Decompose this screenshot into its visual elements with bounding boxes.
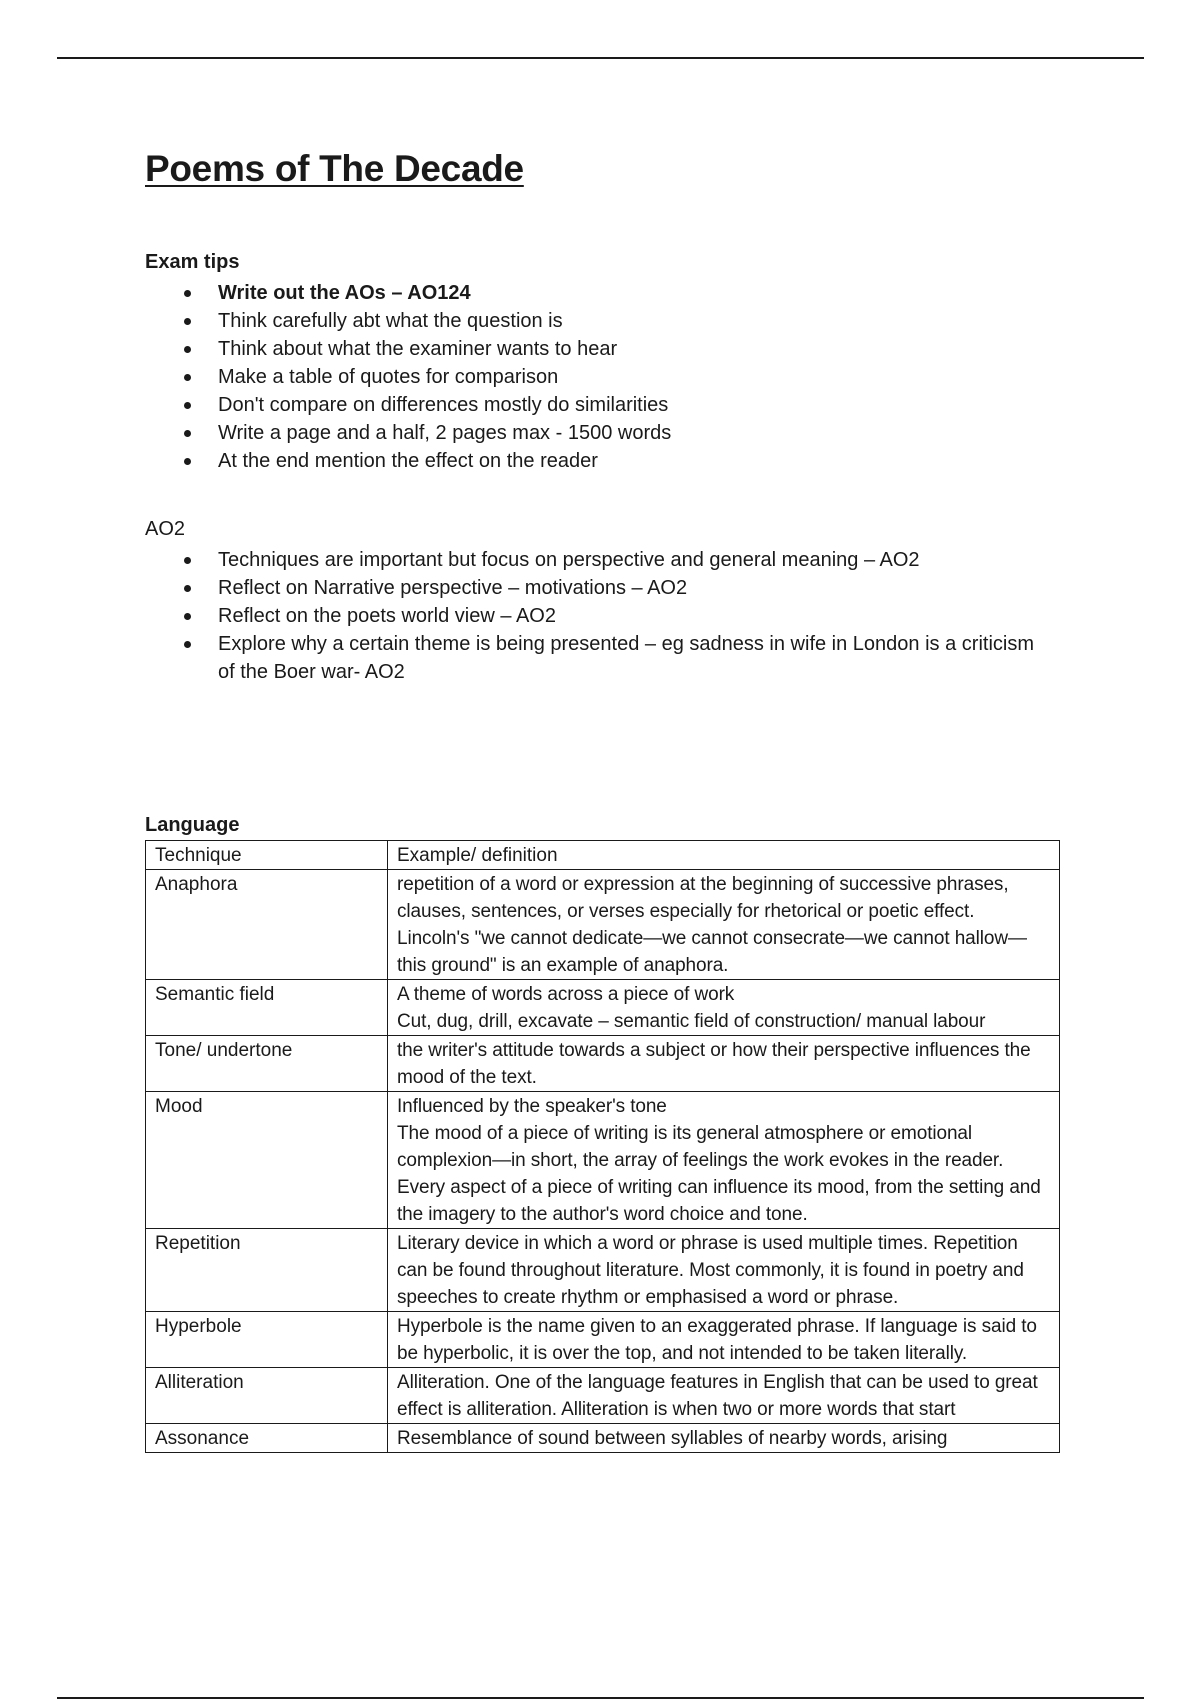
table-row xyxy=(146,1092,1060,1229)
ao2-heading: AO2 xyxy=(145,518,186,540)
technique-cell: Anaphora xyxy=(146,870,388,980)
table-row xyxy=(146,1312,1060,1368)
definition-line: Cut, dug, drill, excavate – semantic field of construction/ manual labour xyxy=(397,1011,986,1032)
list-item: At the end mention the effect on the reader xyxy=(145,447,1045,475)
definition-cell: Literary device in which a word or phrase is used multiple times. Repetition can be found throughout literature. Most commonly, it is found in poetry and speeches to create rhythm or emphasised a word or phrase. xyxy=(388,1229,1060,1312)
table-row xyxy=(146,1424,1060,1453)
list-item: Make a table of quotes for comparison xyxy=(145,363,1045,391)
list-item: Reflect on Narrative perspective – motivations – AO2 xyxy=(145,574,1045,602)
definition-cell xyxy=(388,980,1060,1036)
definition-cell: Alliteration. One of the language features in English that can be used to great effect is alliteration. Alliteration is when two or more words that start xyxy=(388,1368,1060,1424)
technique-cell: Hyperbole xyxy=(146,1312,388,1368)
table-row xyxy=(146,1229,1060,1312)
definition-cell: Resemblance of sound between syllables of nearby words, arising xyxy=(388,1424,1060,1453)
table-row xyxy=(146,1036,1060,1092)
ao2-list xyxy=(145,546,1045,686)
technique-cell: Repetition xyxy=(146,1229,388,1312)
table-row xyxy=(146,870,1060,980)
list-item: Techniques are important but focus on perspective and general meaning – AO2 xyxy=(145,546,1045,574)
definition-cell: Hyperbole is the name given to an exaggerated phrase. If language is said to be hyperbolic, it is over the top, and not intended to be taken literally. xyxy=(388,1312,1060,1368)
language-heading: Language xyxy=(145,814,240,836)
list-item: Think about what the examiner wants to hear xyxy=(145,335,1045,363)
column-header-technique: Technique xyxy=(146,841,388,870)
exam-tips-list xyxy=(145,279,1045,475)
definition-cell xyxy=(388,1092,1060,1229)
technique-cell: Semantic field xyxy=(146,980,388,1036)
list-item: Think carefully abt what the question is xyxy=(145,307,1045,335)
definition-cell: the writer's attitude towards a subject or how their perspective influences the mood of the text. xyxy=(388,1036,1060,1092)
page-title: Poems of The Decade xyxy=(145,148,524,189)
language-table xyxy=(145,840,1060,1453)
definition-cell: repetition of a word or expression at the beginning of successive phrases, clauses, sentences, or verses especially for rhetorical or poetic effect. Lincoln's "we cannot dedicate—we cannot consecrate—we cannot hallow—this ground" is an example of anaphora. xyxy=(388,870,1060,980)
list-item: Write out the AOs – AO124 xyxy=(145,279,1045,307)
exam-tips-heading: Exam tips xyxy=(145,251,240,273)
top-rule xyxy=(57,57,1144,59)
list-item: Don't compare on differences mostly do similarities xyxy=(145,391,1045,419)
column-header-definition: Example/ definition xyxy=(388,841,1060,870)
table-row xyxy=(146,980,1060,1036)
table-row xyxy=(146,1368,1060,1424)
definition-line: A theme of words across a piece of work xyxy=(397,984,735,1005)
definition-line: Influenced by the speaker's tone xyxy=(397,1096,667,1117)
technique-cell: Alliteration xyxy=(146,1368,388,1424)
list-item: Reflect on the poets world view – AO2 xyxy=(145,602,1045,630)
definition-line: The mood of a piece of writing is its general atmosphere or emotional complexion—in short, the array of feelings the work evokes in the reader. Every aspect of a piece of writing can influence its mood, from the setting and the imagery to the author's word choice and tone. xyxy=(397,1123,1041,1225)
technique-cell: Assonance xyxy=(146,1424,388,1453)
list-item: Write a page and a half, 2 pages max - 1500 words xyxy=(145,419,1045,447)
list-item: Explore why a certain theme is being presented – eg sadness in wife in London is a criticism of the Boer war- AO2 xyxy=(145,630,1045,686)
table-header-row xyxy=(146,841,1060,870)
technique-cell: Mood xyxy=(146,1092,388,1229)
technique-cell: Tone/ undertone xyxy=(146,1036,388,1092)
bottom-rule xyxy=(57,1697,1144,1699)
